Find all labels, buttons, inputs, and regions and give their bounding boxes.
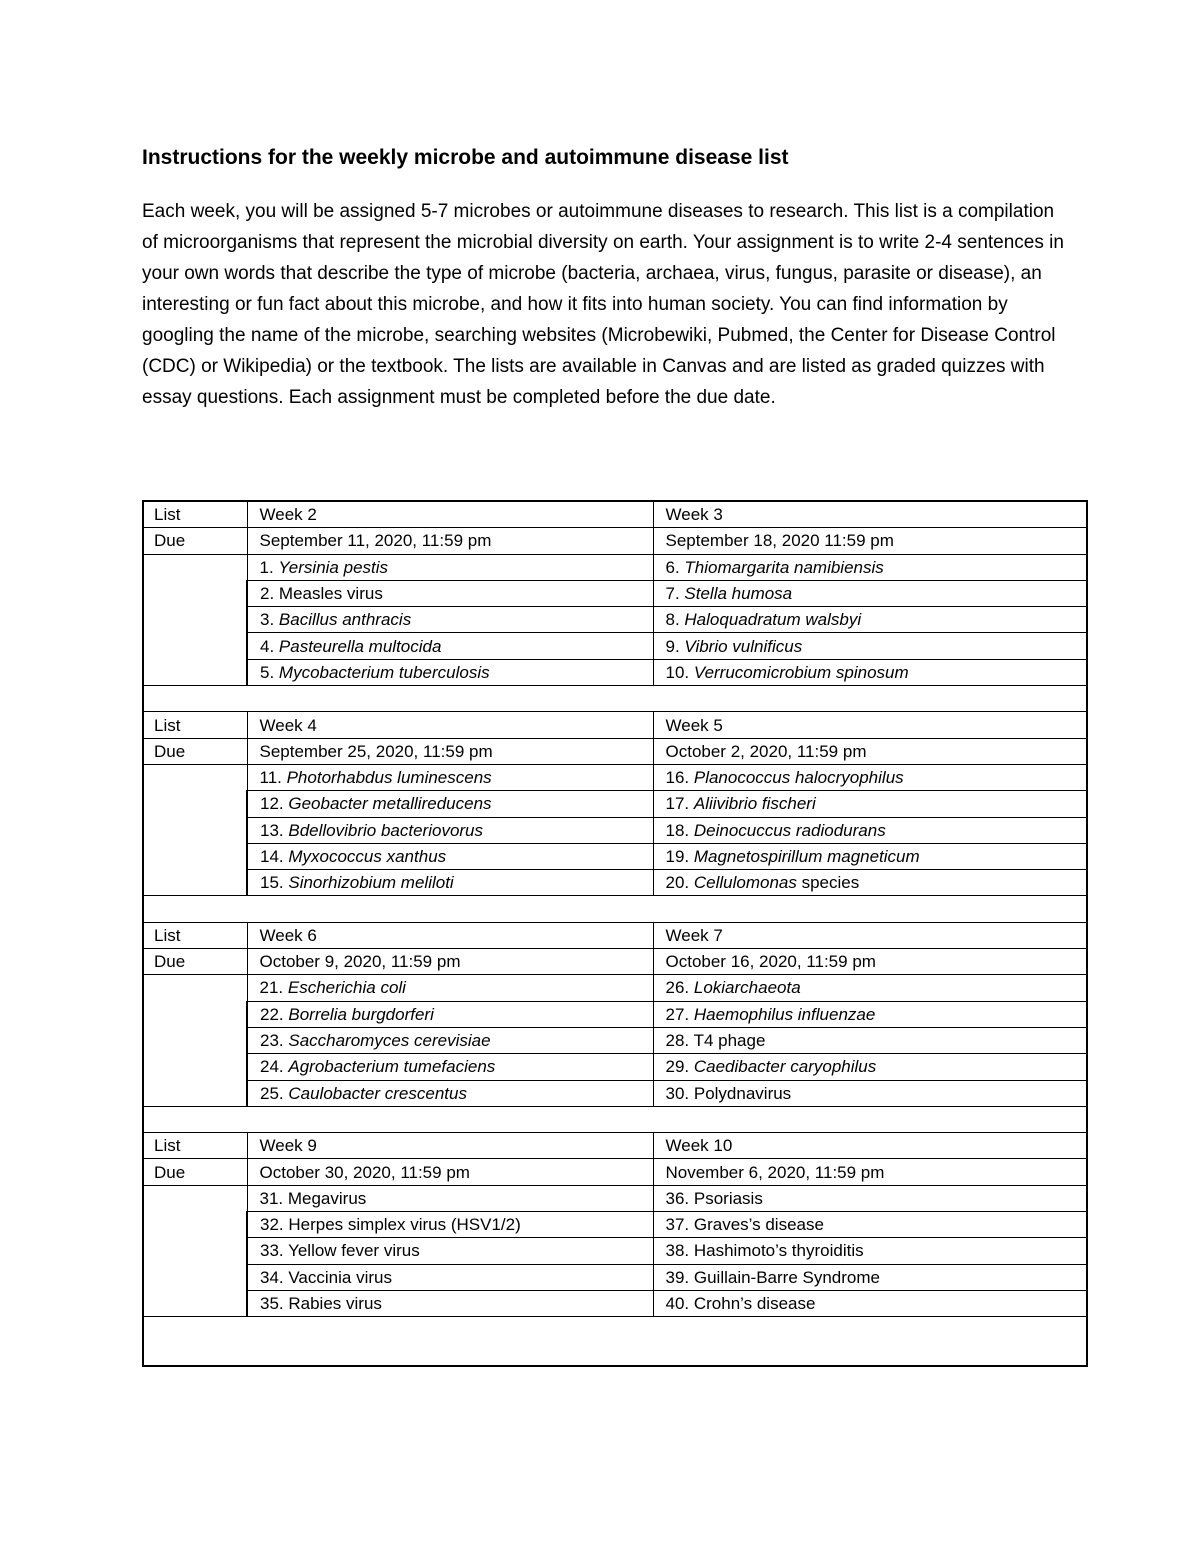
microbe-name: Pasteurella multocida: [278, 636, 442, 656]
microbe-cell: [247, 1054, 653, 1080]
item-number: 3.: [260, 610, 279, 630]
list-label: List: [143, 922, 247, 948]
item-number: 26.: [665, 978, 694, 998]
microbe-name: Yellow fever virus: [288, 1241, 420, 1261]
microbe-name: Geobacter metallireducens: [288, 794, 492, 814]
item-number: 12.: [260, 794, 289, 814]
microbe-name: Measles virus: [278, 584, 383, 604]
microbe-name: Magnetospirillum magneticum: [693, 847, 920, 866]
table-row: [143, 659, 1087, 685]
item-number: 33.: [260, 1241, 289, 1261]
microbe-cell: [653, 1238, 1087, 1264]
microbe-name: Aliivibrio fischeri: [693, 794, 816, 814]
week-label: Week 9: [247, 1133, 653, 1159]
microbe-cell: [247, 975, 653, 1001]
list-label: List: [143, 1133, 247, 1159]
item-number: 11.: [259, 768, 287, 788]
blank-cell: [143, 896, 1087, 922]
microbe-cell: [653, 659, 1087, 685]
item-number: 15.: [260, 873, 289, 893]
microbe-name: Guillain-Barre Syndrome: [693, 1267, 880, 1287]
microbe-cell: [653, 1001, 1087, 1027]
table-row: [143, 791, 1087, 817]
microbe-name: Caedibacter caryophilus: [693, 1057, 877, 1077]
separator-row: [143, 896, 1087, 922]
table-row: [143, 607, 1087, 633]
week-label: Week 5: [653, 712, 1087, 738]
due-date: September 25, 2020, 11:59 pm: [247, 738, 653, 764]
item-number: 9.: [665, 636, 685, 656]
due-row: [143, 1159, 1087, 1185]
item-number: 22.: [260, 1004, 289, 1024]
due-date: September 11, 2020, 11:59 pm: [247, 528, 653, 554]
microbe-name: Psoriasis: [693, 1188, 763, 1208]
item-number: 38.: [665, 1241, 694, 1261]
microbe-name: Vaccinia virus: [288, 1267, 392, 1287]
item-number: 34.: [260, 1267, 289, 1287]
microbe-name: Crohn’s disease: [693, 1294, 816, 1314]
table-row: [143, 1212, 1087, 1238]
microbe-name: Stella humosa: [684, 584, 793, 604]
microbe-name: Herpes simplex virus (HSV1/2): [288, 1215, 521, 1235]
item-number: 40.: [665, 1294, 694, 1314]
item-number: 39.: [665, 1267, 694, 1287]
week-label: Week 3: [653, 501, 1087, 528]
table-row: [143, 1238, 1087, 1264]
item-number: 35.: [260, 1294, 289, 1314]
microbe-cell: [653, 1264, 1087, 1290]
microbe-cell: [653, 1185, 1087, 1211]
microbe-schedule-table: [142, 500, 1088, 1367]
item-number: 10.: [665, 662, 694, 682]
table-row: [143, 1027, 1087, 1053]
microbe-cell: [247, 607, 653, 633]
due-row: [143, 949, 1087, 975]
item-number: 8.: [665, 610, 685, 630]
microbe-name: Vibrio vulnificus: [684, 636, 803, 656]
microbe-name: Thiomargarita namibiensis: [684, 557, 884, 577]
microbe-name: Mycobacterium tuberculosis: [278, 662, 490, 682]
due-label: Due: [143, 1159, 247, 1185]
page-title: Instructions for the weekly microbe and autoimmune disease list: [142, 146, 789, 169]
microbe-cell: [247, 1185, 653, 1211]
item-number: 25.: [260, 1083, 289, 1103]
item-number: 28.: [665, 1031, 694, 1051]
microbe-cell: [653, 817, 1087, 843]
microbe-cell: [653, 554, 1087, 580]
microbe-name: Myxococcus xanthus: [288, 847, 447, 866]
week-label: Week 10: [653, 1133, 1087, 1159]
microbe-name: Haloquadratum walsbyi: [684, 610, 862, 630]
microbe-cell: [247, 1027, 653, 1053]
microbe-cell: [653, 1212, 1087, 1238]
empty-cell: [143, 554, 247, 685]
microbe-cell: [653, 580, 1087, 606]
microbe-cell: [653, 791, 1087, 817]
list-label: List: [143, 712, 247, 738]
microbe-name: Hashimoto’s thyroiditis: [693, 1241, 864, 1261]
microbe-cell: [247, 1290, 653, 1316]
item-number: 31.: [259, 1188, 288, 1208]
microbe-cell: [247, 1238, 653, 1264]
item-number: 37.: [665, 1215, 694, 1235]
list-header-row: [143, 922, 1087, 948]
microbe-name: Sinorhizobium meliloti: [288, 873, 454, 893]
microbe-name: Polydnavirus: [693, 1083, 792, 1103]
item-number: 23.: [260, 1031, 289, 1051]
week-label: Week 7: [653, 922, 1087, 948]
due-date: October 30, 2020, 11:59 pm: [247, 1159, 653, 1185]
microbe-name: Planococcus halocryophilus: [693, 768, 904, 788]
table-row: [143, 1001, 1087, 1027]
microbe-name: Cellulomonas: [693, 873, 797, 893]
table-row: [143, 764, 1087, 790]
microbe-cell: [653, 607, 1087, 633]
microbe-cell: [653, 1054, 1087, 1080]
microbe-cell: [247, 791, 653, 817]
microbe-name: Haemophilus influenzae: [693, 1004, 876, 1024]
item-number: 4.: [260, 636, 279, 656]
separator-row: [143, 686, 1087, 712]
separator-row: [143, 1106, 1087, 1132]
due-date: October 2, 2020, 11:59 pm: [653, 738, 1087, 764]
item-number: 24.: [260, 1057, 289, 1077]
microbe-cell: [653, 1080, 1087, 1106]
microbe-cell: [653, 870, 1087, 896]
table-row: [143, 843, 1087, 869]
item-number: 29.: [665, 1057, 694, 1077]
microbe-cell: [247, 870, 653, 896]
blank-cell: [143, 1317, 1087, 1367]
microbe-name: Megavirus: [287, 1188, 367, 1208]
item-number: 5.: [260, 662, 279, 682]
microbe-name: Caulobacter crescentus: [288, 1083, 467, 1103]
item-number: 16.: [665, 768, 694, 788]
due-date: September 18, 2020 11:59 pm: [653, 528, 1087, 554]
microbe-name: Bdellovibrio bacteriovorus: [288, 820, 484, 840]
due-date: October 9, 2020, 11:59 pm: [247, 949, 653, 975]
microbe-cell: [247, 764, 653, 790]
due-label: Due: [143, 528, 247, 554]
microbe-cell: [247, 1264, 653, 1290]
item-number: 18.: [665, 820, 694, 840]
microbe-cell: [247, 659, 653, 685]
microbe-name: Rabies virus: [288, 1294, 382, 1314]
table-row: [143, 817, 1087, 843]
microbe-cell: [653, 633, 1087, 659]
item-number: 7.: [665, 584, 685, 604]
item-number: 32.: [260, 1215, 289, 1235]
microbe-name: Escherichia coli: [287, 978, 406, 998]
item-number: 30.: [665, 1083, 694, 1103]
item-number: 21.: [259, 978, 288, 998]
microbe-suffix: species: [796, 873, 860, 893]
item-number: 1.: [259, 557, 279, 577]
microbe-cell: [247, 1001, 653, 1027]
list-header-row: [143, 1133, 1087, 1159]
microbe-cell: [247, 633, 653, 659]
blank-cell: [143, 1106, 1087, 1132]
empty-cell: [143, 764, 247, 895]
microbe-cell: [247, 1212, 653, 1238]
table-row: [143, 1290, 1087, 1316]
microbe-name: Graves’s disease: [693, 1215, 824, 1235]
item-number: 14.: [260, 847, 289, 866]
item-number: 2.: [260, 584, 279, 604]
table-row: [143, 580, 1087, 606]
item-number: 20.: [665, 873, 694, 893]
due-date: November 6, 2020, 11:59 pm: [653, 1159, 1087, 1185]
list-header-row: [143, 501, 1087, 528]
microbe-name: Borrelia burgdorferi: [288, 1004, 434, 1024]
blank-cell: [143, 686, 1087, 712]
table-row: [143, 975, 1087, 1001]
microbe-name: Deinocuccus radiodurans: [693, 820, 886, 840]
microbe-name: Photorhabdus luminescens: [286, 768, 492, 788]
microbe-cell: [247, 1080, 653, 1106]
table-row: [143, 1264, 1087, 1290]
table-row: [143, 870, 1087, 896]
instructions-paragraph: Each week, you will be assigned 5-7 microbes or autoimmune diseases to research. This list is a compilation of microorganisms that represent the microbial diversity on earth. Your assignment is to write 2-4 sentences in your own words that describe the type of microbe (bacteria, archaea, virus, fungus, parasite or disease), an interesting or fun fact about this microbe, and how it fits into human society. You can find information by googling the name of the microbe, searching websites (Microbewiki, Pubmed, the Center for Disease Control (CDC) or Wikipedia) or the textbook. The lists are available in Canvas and are listed as graded quizzes with essay questions. Each assignment must be completed before the due date.: [142, 201, 1064, 408]
microbe-name: Verrucomicrobium spinosum: [693, 662, 909, 682]
item-number: 13.: [260, 820, 289, 840]
microbe-name: Agrobacterium tumefaciens: [288, 1057, 496, 1077]
due-row: [143, 528, 1087, 554]
item-number: 6.: [665, 557, 685, 577]
microbe-name: Lokiarchaeota: [693, 978, 801, 998]
due-row: [143, 738, 1087, 764]
microbe-cell: [653, 843, 1087, 869]
microbe-cell: [653, 764, 1087, 790]
item-number: 36.: [665, 1188, 694, 1208]
table-row: [143, 633, 1087, 659]
microbe-name: T4 phage: [693, 1031, 766, 1051]
empty-cell: [143, 975, 247, 1106]
separator-row: [143, 1317, 1087, 1367]
list-header-row: [143, 712, 1087, 738]
due-date: October 16, 2020, 11:59 pm: [653, 949, 1087, 975]
item-number: 19.: [665, 847, 694, 866]
table-row: [143, 1185, 1087, 1211]
week-label: Week 2: [247, 501, 653, 528]
microbe-name: Saccharomyces cerevisiae: [288, 1031, 491, 1051]
microbe-name: Bacillus anthracis: [278, 610, 412, 630]
microbe-cell: [653, 1290, 1087, 1316]
list-label: List: [143, 501, 247, 528]
microbe-cell: [247, 843, 653, 869]
item-number: 17.: [665, 794, 694, 814]
week-label: Week 4: [247, 712, 653, 738]
table-row: [143, 1054, 1087, 1080]
microbe-cell: [653, 1027, 1087, 1053]
week-label: Week 6: [247, 922, 653, 948]
microbe-cell: [653, 975, 1087, 1001]
microbe-cell: [247, 580, 653, 606]
table-row: [143, 554, 1087, 580]
item-number: 27.: [665, 1004, 694, 1024]
empty-cell: [143, 1185, 247, 1316]
microbe-cell: [247, 817, 653, 843]
table-row: [143, 1080, 1087, 1106]
due-label: Due: [143, 949, 247, 975]
due-label: Due: [143, 738, 247, 764]
microbe-name: Yersinia pestis: [278, 557, 389, 577]
microbe-cell: [247, 554, 653, 580]
